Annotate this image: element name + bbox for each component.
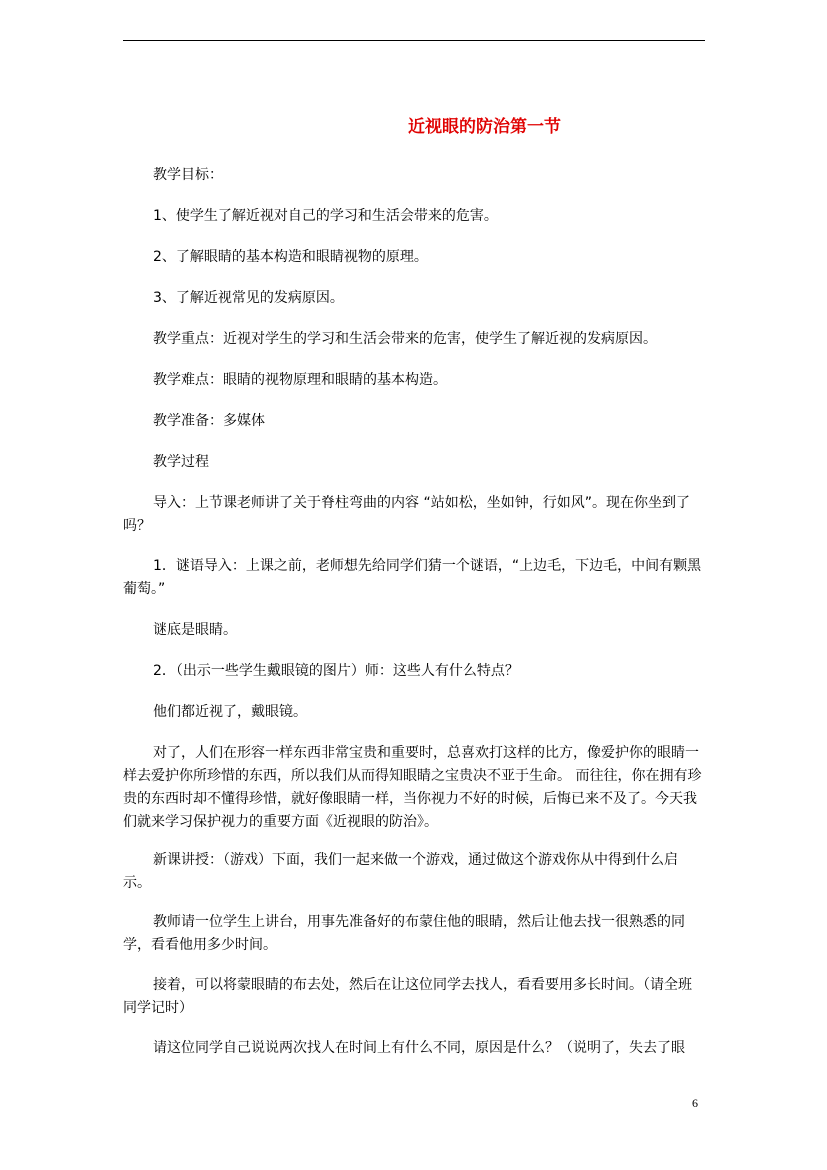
paragraph: 新课讲授：（游戏）下面，我们一起来做一个游戏，通过做这个游戏你从中得到什么启示。 <box>123 852 678 891</box>
paragraph: 教学重点：近视对学生的学习和生活会带来的危害，使学生了解近视的发病原因。 <box>153 331 657 347</box>
paragraph: 教学难点：眼睛的视物原理和眼睛的基本构造。 <box>153 372 447 388</box>
paragraph: 教学准备：多媒体 <box>153 413 265 429</box>
paragraph: 2．（出示一些学生戴眼镜的图片）师：这些人有什么特点？ <box>153 663 519 679</box>
paragraph: 教学目标： <box>153 167 223 183</box>
paragraph: 3、了解近视常见的发病原因。 <box>153 290 344 306</box>
paragraph: 1、使学生了解近视对自己的学习和生活会带来的危害。 <box>153 208 498 224</box>
header-rule <box>123 40 705 41</box>
document-title: 近视眼的防治第一节 <box>408 117 561 137</box>
paragraph: 对了，人们在形容一样东西非常宝贵和重要时，总喜欢打这样的比方，像爱护你的眼睛一样去爱护你所珍惜的东西，所以我们从而得知眼睛之宝贵决不亚于生命。 而往往，你在拥有珍贵的东西时却不懂得珍惜，就好像眼睛一样，当你视力不好的时候，后悔已来不及了。今天我们就来学习保护视力的重要方面《近视眼的防治》。 <box>123 745 702 830</box>
paragraph: 接着，可以将蒙眼睛的布去处，然后在让这位同学去找人，看看要用多长时间。（请全班同学记时） <box>123 977 692 1016</box>
page-number: 6 <box>692 1096 698 1110</box>
paragraph: 2、了解眼睛的基本构造和眼睛视物的原理。 <box>153 249 428 265</box>
paragraph: 导入：上节课老师讲了关于脊柱弯曲的内容 “站如松，坐如钟，行如风”。现在你坐到了吗？ <box>123 495 690 534</box>
paragraph: 请这位同学自己说说两次找人在时间上有什么不同，原因是什么？（说明了，失去了眼 <box>153 1040 685 1056</box>
paragraph: 教师请一位学生上讲台，用事先准备好的布蒙住他的眼睛，然后让他去找一很熟悉的同学，看看他用多少时间。 <box>123 914 685 953</box>
paragraph: 他们都近视了，戴眼镜。 <box>153 704 307 720</box>
paragraph: 1．谜语导入：上课之前，老师想先给同学们猜一个谜语，“上边毛，下边毛，中间有颗黑葡萄。” <box>123 558 702 597</box>
paragraph: 谜底是眼睛。 <box>153 622 237 638</box>
paragraph: 教学过程 <box>153 454 209 470</box>
